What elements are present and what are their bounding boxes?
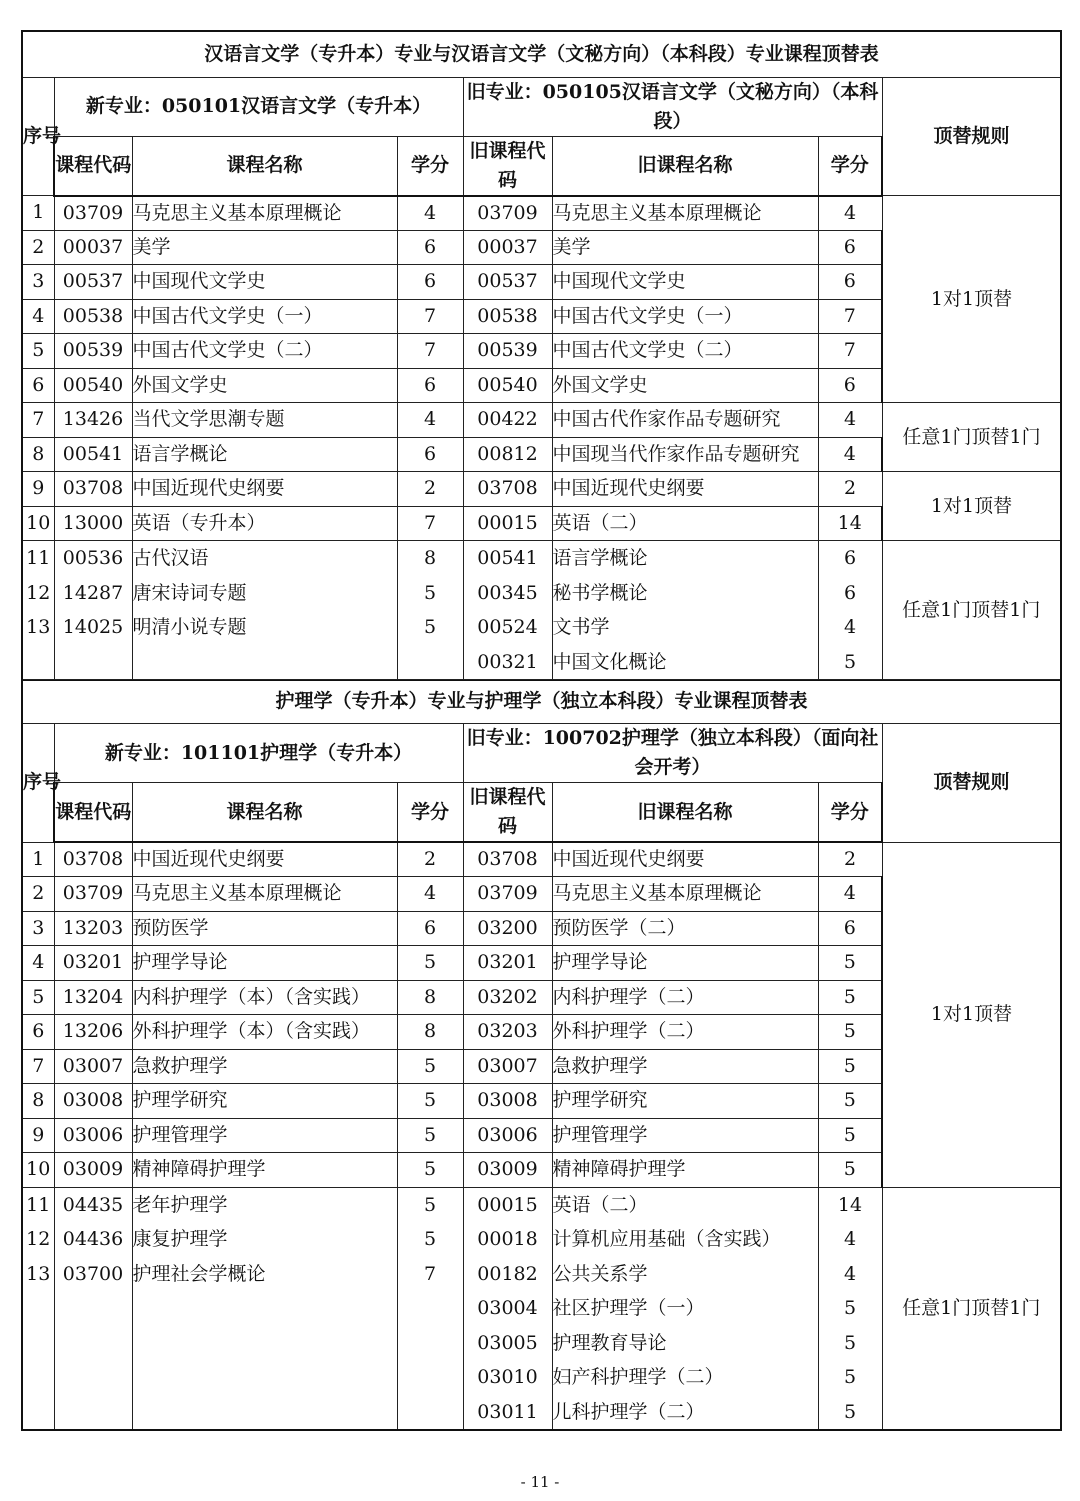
course-name: 古代汉语 (132, 547, 209, 569)
seq-header: 序号 (22, 77, 54, 196)
old-course-name-header: 旧课程名称 (552, 783, 818, 843)
course-code: 03201 (54, 946, 132, 981)
new-major-header: 新专业：050101汉语言文学（专升本） (54, 77, 463, 136)
row-seq: 4 (22, 299, 54, 334)
course-code: 04435 (62, 1193, 124, 1216)
rule-header: 顶替规则 (882, 724, 1061, 843)
old-course-name: 中国古代文学史（一） (552, 299, 818, 334)
row-seq: 1 (22, 842, 54, 877)
old-credit-list (818, 541, 882, 681)
old-course-name: 内科护理学（二） (552, 980, 818, 1015)
course-name: 老年护理学 (132, 1193, 228, 1216)
old-course-code: 00018 (477, 1228, 538, 1250)
old-credit: 5 (818, 1118, 882, 1153)
row-seq: 1 (22, 196, 54, 231)
row-seq-list (22, 541, 54, 681)
old-credit: 5 (818, 1153, 882, 1188)
row-seq: 9 (22, 472, 54, 507)
credit: 4 (397, 877, 463, 912)
old-course-code: 03709 (463, 877, 552, 912)
credit: 5 (423, 616, 437, 638)
seq-header: 序号 (22, 724, 54, 843)
old-course-code: 03008 (463, 1084, 552, 1119)
credit: 7 (397, 506, 463, 541)
old-course-name: 护理管理学 (552, 1118, 818, 1153)
course-code: 13204 (54, 980, 132, 1015)
old-course-name: 公共关系学 (552, 1262, 648, 1285)
old-course-code: 00321 (477, 650, 538, 673)
old-course-name: 美学 (552, 230, 818, 265)
substitution-rule: 任意1门顶替1门 (882, 403, 1061, 472)
course-name: 中国近现代史纲要 (132, 472, 397, 507)
old-course-name: 社区护理学（一） (552, 1297, 705, 1319)
course-code: 04436 (62, 1228, 124, 1250)
old-course-name: 中国近现代史纲要 (552, 472, 818, 507)
course-code: 00538 (54, 299, 132, 334)
course-code: 00037 (54, 230, 132, 265)
row-seq: 10 (22, 1153, 54, 1188)
row-seq: 4 (22, 946, 54, 981)
old-course-name: 计算机应用基础（含实践） (552, 1228, 781, 1250)
course-code: 03007 (54, 1049, 132, 1084)
course-name: 急救护理学 (132, 1049, 397, 1084)
old-credit: 4 (843, 616, 857, 638)
old-course-code-header: 旧课程代码 (463, 136, 552, 196)
credit: 8 (397, 1015, 463, 1050)
old-course-code-list (463, 1187, 552, 1430)
row-seq: 13 (26, 616, 51, 638)
row-seq: 12 (26, 581, 51, 604)
old-course-code: 03202 (463, 980, 552, 1015)
credit: 5 (423, 1228, 437, 1250)
course-code: 13426 (54, 403, 132, 438)
credit: 5 (423, 1193, 437, 1216)
credit: 5 (397, 946, 463, 981)
old-credit: 5 (818, 946, 882, 981)
old-course-code: 03708 (463, 472, 552, 507)
old-credit: 5 (843, 650, 857, 673)
course-code: 00536 (62, 547, 124, 569)
credit: 2 (397, 472, 463, 507)
old-course-code: 03005 (477, 1331, 538, 1354)
course-code-header: 课程代码 (54, 783, 132, 843)
credit: 5 (397, 1118, 463, 1153)
new-major-header: 新专业：101101护理学（专升本） (54, 724, 463, 783)
old-credit-header: 学分 (818, 136, 882, 196)
course-name: 马克思主义基本原理概论 (132, 196, 397, 231)
course-code: 03709 (54, 196, 132, 231)
old-course-name: 中国文化概论 (552, 650, 667, 673)
course-code-header: 课程代码 (54, 136, 132, 196)
row-seq: 7 (22, 403, 54, 438)
old-credit: 5 (843, 1366, 857, 1388)
course-code: 00537 (54, 265, 132, 300)
course-code: 14025 (62, 616, 124, 638)
old-credit: 5 (818, 1015, 882, 1050)
table-row (22, 472, 1061, 507)
course-code: 03709 (54, 877, 132, 912)
credit: 6 (397, 265, 463, 300)
credit: 4 (397, 196, 463, 231)
row-seq: 8 (22, 1084, 54, 1119)
old-course-code: 03200 (463, 911, 552, 946)
old-credit: 6 (818, 265, 882, 300)
credit: 6 (397, 368, 463, 403)
old-course-name: 妇产科护理学（二） (552, 1366, 724, 1388)
credit-list (397, 1187, 463, 1430)
old-credit: 6 (843, 547, 857, 569)
course-code: 00539 (54, 334, 132, 369)
course-name-header: 课程名称 (132, 783, 397, 843)
old-credit: 5 (818, 980, 882, 1015)
course-name: 康复护理学 (132, 1228, 228, 1250)
old-course-code: 03708 (463, 842, 552, 877)
old-course-name: 英语（二） (552, 506, 818, 541)
old-credit: 4 (818, 437, 882, 472)
row-seq: 9 (22, 1118, 54, 1153)
old-course-name: 语言学概论 (552, 547, 648, 569)
course-name: 外科护理学（本）（含实践） (132, 1015, 397, 1050)
credit: 8 (397, 980, 463, 1015)
row-seq: 12 (26, 1228, 51, 1250)
table-row (22, 403, 1061, 438)
rule-header: 顶替规则 (882, 77, 1061, 196)
old-course-code: 00345 (477, 581, 538, 604)
old-course-code: 00540 (463, 368, 552, 403)
credit: 8 (423, 547, 437, 569)
pool-block (22, 1187, 1061, 1430)
old-credit: 7 (818, 299, 882, 334)
old-credit: 4 (818, 877, 882, 912)
substitution-rule: 任意1门顶替1门 (882, 541, 1061, 681)
old-course-name: 儿科护理学（二） (552, 1400, 705, 1423)
old-course-name-header: 旧课程名称 (552, 136, 818, 196)
course-name: 护理学导论 (132, 946, 397, 981)
old-course-code: 03010 (477, 1366, 538, 1388)
credit: 7 (397, 334, 463, 369)
old-credit-header: 学分 (818, 783, 882, 843)
old-course-name-list (552, 541, 818, 681)
old-course-code: 00422 (463, 403, 552, 438)
credit: 7 (397, 299, 463, 334)
row-seq: 13 (26, 1262, 51, 1285)
course-code: 13000 (54, 506, 132, 541)
course-code: 03006 (54, 1118, 132, 1153)
old-course-code-header: 旧课程代码 (463, 783, 552, 843)
old-course-code: 03004 (477, 1297, 538, 1319)
old-course-code-list (463, 541, 552, 681)
old-course-code: 00037 (463, 230, 552, 265)
credit: 2 (397, 842, 463, 877)
credit: 5 (423, 581, 437, 604)
course-name: 外国文学史 (132, 368, 397, 403)
old-course-name: 马克思主义基本原理概论 (552, 877, 818, 912)
old-credit: 4 (843, 1228, 857, 1250)
credit: 6 (397, 230, 463, 265)
course-code: 03009 (54, 1153, 132, 1188)
old-course-code: 00524 (477, 616, 538, 638)
course-name: 护理社会学概论 (132, 1262, 266, 1285)
page-number: - 11 - (520, 1473, 560, 1491)
course-name-header: 课程名称 (132, 136, 397, 196)
row-seq: 6 (22, 368, 54, 403)
old-course-name: 马克思主义基本原理概论 (552, 196, 818, 231)
old-credit: 5 (843, 1331, 857, 1354)
course-code: 03708 (54, 472, 132, 507)
old-credit: 7 (818, 334, 882, 369)
old-credit: 2 (818, 842, 882, 877)
old-course-name: 中国近现代史纲要 (552, 842, 818, 877)
old-course-name: 英语（二） (552, 1193, 648, 1216)
substitution-rule: 任意1门顶替1门 (882, 1187, 1061, 1430)
substitution-rule: 1对1顶替 (882, 196, 1061, 403)
old-credit: 5 (818, 1084, 882, 1119)
old-course-name: 中国古代作家作品专题研究 (552, 403, 818, 438)
course-name: 护理管理学 (132, 1118, 397, 1153)
credit: 5 (397, 1049, 463, 1084)
old-major-header: 旧专业：100702护理学（独立本科段）（面向社会开考） (463, 724, 882, 783)
credit: 5 (397, 1153, 463, 1188)
course-code: 03708 (54, 842, 132, 877)
row-seq: 11 (26, 1193, 51, 1216)
old-course-code: 03007 (463, 1049, 552, 1084)
old-major-header: 旧专业：050105汉语言文学（文秘方向）（本科段） (463, 77, 882, 136)
credit: 7 (423, 1262, 437, 1285)
course-code: 14287 (62, 581, 124, 604)
credit: 5 (397, 1084, 463, 1119)
row-seq: 10 (22, 506, 54, 541)
course-code: 03700 (62, 1262, 124, 1285)
table-title: 汉语言文学（专升本）专业与汉语言文学（文秘方向）（本科段）专业课程顶替表 (22, 31, 1061, 77)
old-course-code: 00015 (463, 506, 552, 541)
row-seq-list (22, 1187, 54, 1430)
course-name: 英语（专升本） (132, 506, 397, 541)
course-name: 内科护理学（本）（含实践） (132, 980, 397, 1015)
course-name: 明清小说专题 (132, 616, 247, 638)
old-course-code: 00539 (463, 334, 552, 369)
course-name-list (132, 1187, 397, 1430)
substitution-rule: 1对1顶替 (882, 842, 1061, 1187)
old-course-name: 文书学 (552, 616, 610, 638)
old-course-name: 护理学研究 (552, 1084, 818, 1119)
course-name: 唐宋诗词专题 (132, 581, 247, 604)
course-name: 当代文学思潮专题 (132, 403, 397, 438)
row-seq: 3 (22, 911, 54, 946)
old-course-code: 00541 (477, 547, 538, 569)
old-course-code: 00812 (463, 437, 552, 472)
substitution-rule: 1对1顶替 (882, 472, 1061, 541)
row-seq: 5 (22, 980, 54, 1015)
course-code: 13206 (54, 1015, 132, 1050)
course-name: 中国近现代史纲要 (132, 842, 397, 877)
old-course-code: 03009 (463, 1153, 552, 1188)
old-credit: 6 (818, 911, 882, 946)
credit: 6 (397, 437, 463, 472)
old-credit: 5 (843, 1400, 857, 1423)
old-credit: 2 (818, 472, 882, 507)
substitution-table-chinese-literature (21, 30, 1062, 681)
old-course-code: 03203 (463, 1015, 552, 1050)
old-course-code: 00538 (463, 299, 552, 334)
old-course-code: 03201 (463, 946, 552, 981)
course-code: 00541 (54, 437, 132, 472)
old-course-name: 中国现当代作家作品专题研究 (552, 437, 818, 472)
substitution-table-nursing (21, 679, 1062, 1431)
course-code: 00540 (54, 368, 132, 403)
pool-block (22, 541, 1061, 681)
course-name: 语言学概论 (132, 437, 397, 472)
row-seq: 7 (22, 1049, 54, 1084)
old-course-name: 外科护理学（二） (552, 1015, 818, 1050)
old-course-name: 中国现代文学史 (552, 265, 818, 300)
old-credit: 4 (818, 403, 882, 438)
old-course-name: 精神障碍护理学 (552, 1153, 818, 1188)
old-course-code: 00182 (477, 1262, 538, 1285)
table-title: 护理学（专升本）专业与护理学（独立本科段）专业课程顶替表 (22, 680, 1061, 724)
row-seq: 2 (22, 877, 54, 912)
row-seq: 11 (26, 547, 51, 569)
course-name: 精神障碍护理学 (132, 1153, 397, 1188)
old-credit: 5 (843, 1297, 857, 1319)
old-credit: 4 (843, 1262, 857, 1285)
course-name: 马克思主义基本原理概论 (132, 877, 397, 912)
old-course-name: 秘书学概论 (552, 581, 648, 604)
course-code-list (54, 1187, 132, 1430)
credit-header: 学分 (397, 783, 463, 843)
old-credit: 6 (818, 368, 882, 403)
row-seq: 6 (22, 1015, 54, 1050)
course-code-list (54, 541, 132, 681)
course-name: 中国现代文学史 (132, 265, 397, 300)
old-course-name-list (552, 1187, 818, 1430)
course-name: 预防医学 (132, 911, 397, 946)
credit-header: 学分 (397, 136, 463, 196)
credit: 4 (397, 403, 463, 438)
old-credit: 4 (818, 196, 882, 231)
table-row (22, 196, 1061, 231)
course-name-list (132, 541, 397, 681)
course-name: 护理学研究 (132, 1084, 397, 1119)
old-course-name: 外国文学史 (552, 368, 818, 403)
old-course-name: 急救护理学 (552, 1049, 818, 1084)
old-course-code: 03006 (463, 1118, 552, 1153)
credit-list (397, 541, 463, 681)
old-course-code: 00537 (463, 265, 552, 300)
old-course-name: 护理学导论 (552, 946, 818, 981)
old-course-code: 03709 (463, 196, 552, 231)
row-seq: 5 (22, 334, 54, 369)
course-name: 中国古代文学史（二） (132, 334, 397, 369)
course-name: 中国古代文学史（一） (132, 299, 397, 334)
old-credit: 14 (837, 1193, 863, 1216)
course-code: 13203 (54, 911, 132, 946)
row-seq: 8 (22, 437, 54, 472)
old-credit: 14 (818, 506, 882, 541)
course-name: 美学 (132, 230, 397, 265)
course-code: 03008 (54, 1084, 132, 1119)
old-course-code: 00015 (477, 1193, 538, 1216)
old-credit: 6 (818, 230, 882, 265)
old-course-name: 中国古代文学史（二） (552, 334, 818, 369)
credit: 6 (397, 911, 463, 946)
old-course-name: 预防医学（二） (552, 911, 818, 946)
row-seq: 2 (22, 230, 54, 265)
old-credit: 5 (818, 1049, 882, 1084)
old-credit: 6 (843, 581, 857, 604)
old-course-code: 03011 (477, 1400, 538, 1423)
row-seq: 3 (22, 265, 54, 300)
old-course-name: 护理教育导论 (552, 1331, 667, 1354)
old-credit-list (818, 1187, 882, 1430)
table-row (22, 842, 1061, 877)
